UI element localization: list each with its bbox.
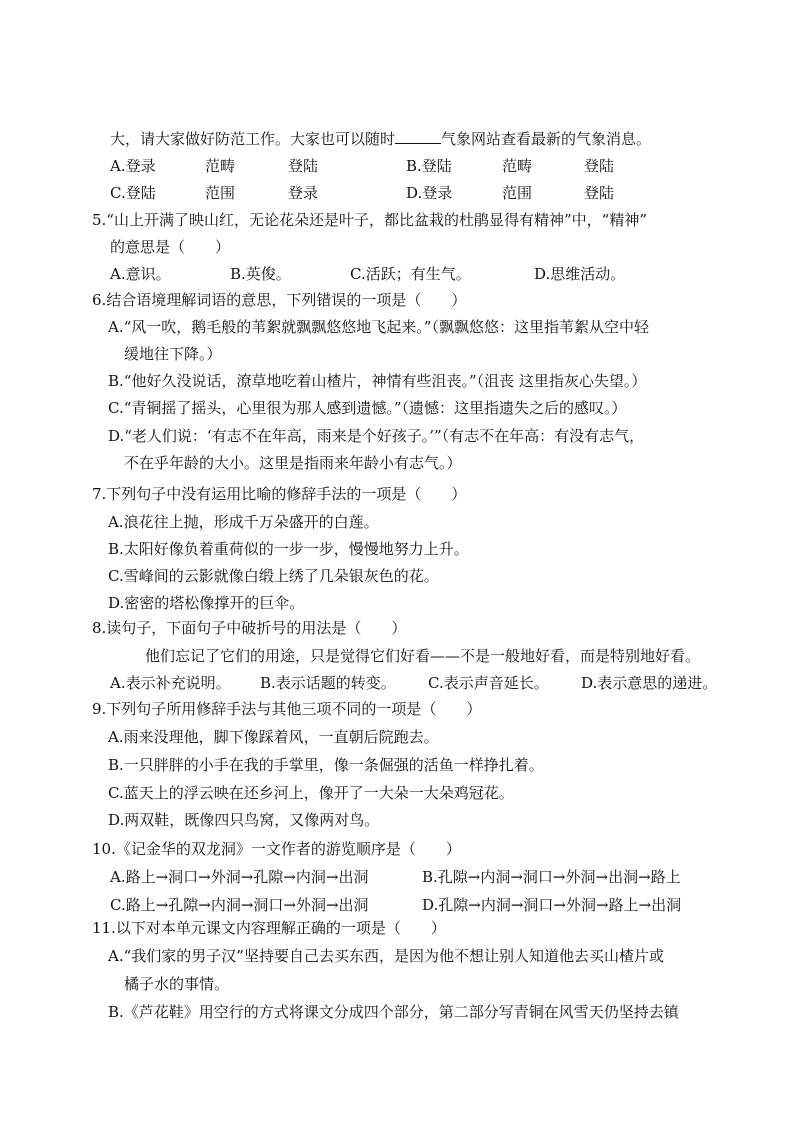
question-7: 7.下列句子中没有运用比喻的修辞手法的一项是（ ） [92, 485, 467, 503]
option[interactable]: B.登陆 [406, 157, 452, 175]
option-d[interactable]: D.“老人们说：‘有志不在年高，雨来是个好孩子。’”（有志不在年高：有没有志气， [108, 427, 645, 445]
option[interactable]: C.登陆 [110, 184, 156, 202]
option-a[interactable]: A.浪花往上抛，形成千万朵盛开的白莲。 [108, 513, 379, 531]
option-word: 登录 [288, 184, 319, 202]
option-word: 范围 [205, 184, 236, 202]
option-a[interactable]: A.“风一吹，鹅毛般的苇絮就飘飘悠悠地飞起来。”（飘飘悠悠：这里指苇絮从空中轻 [108, 318, 649, 336]
option-d[interactable]: D.思维活动。 [534, 265, 626, 283]
option-d[interactable]: D.两双鞋，既像四只鸟窝，又像两对鸟。 [108, 811, 380, 829]
option-d[interactable]: D.表示意思的递进。 [581, 674, 718, 692]
option[interactable]: A.登录 [110, 157, 156, 175]
option-c[interactable]: C.雪峰间的云影就像白缎上绣了几朵银灰色的花。 [108, 567, 439, 585]
option-a[interactable]: A.路上→洞口→外洞→孔隙→内洞→出洞 [110, 868, 369, 886]
question-6: 6.结合语境理解词语的意思，下列错误的一项是（ ） [92, 291, 467, 309]
option-c[interactable]: C.路上→孔隙→内洞→洞口→外洞→出洞 [110, 896, 369, 914]
option-d[interactable]: D.密密的塔松像撑开的巨伞。 [108, 594, 305, 612]
option-a[interactable]: A.意识。 [110, 265, 171, 283]
question-9: 9.下列句子所用修辞手法与其他三项不同的一项是（ ） [92, 700, 482, 718]
answer-blank[interactable] [395, 129, 441, 144]
option-b[interactable]: B.英俊。 [230, 265, 291, 283]
option-a[interactable]: A.表示补充说明。 [110, 674, 231, 692]
question-11: 11.以下对本单元课文内容理解正确的一项是（ ） [92, 919, 446, 937]
option-word: 登陆 [584, 184, 615, 202]
option-word: 登陆 [288, 157, 319, 175]
question-8: 8.读句子，下面句子中破折号的用法是（ ） [92, 619, 407, 637]
option-a[interactable]: A.“我们家的男子汉”坚持要自己去买东西，是因为他不想让别人知道他去买山楂片或 [108, 947, 664, 965]
question-5: 5.“山上开满了映山红，无论花朵还是叶子，都比盆栽的杜鹃显得有精神”中，“精神” [92, 211, 647, 229]
option-a-cont: 缓地往下降。） [124, 345, 222, 363]
option-c[interactable]: C.表示声音延长。 [428, 674, 549, 692]
question-10: 10.《记金华的双龙洞》一文作者的游览顺序是（ ） [92, 840, 461, 858]
option-b[interactable]: B.《芦花鞋》用空行的方式将课文分成四个部分，第二部分写青铜在风雪天仍坚持去镇 [108, 1003, 679, 1021]
q4-continuation: 大，请大家做好防范工作。大家也可以随时 气象网站查看最新的气象消息。 [110, 130, 652, 148]
option-a-cont: 橘子水的事情。 [124, 975, 230, 993]
question-5-cont: 的意思是（ ） [110, 238, 231, 256]
option-b[interactable]: B.“他好久没说话，潦草地吃着山楂片，神情有些沮丧。”（沮丧 这里指灰心失望。） [108, 372, 647, 390]
option-b[interactable]: B.孔隙→内洞→洞口→外洞→出洞→路上 [422, 868, 681, 886]
option-c[interactable]: C.活跃；有生气。 [350, 265, 471, 283]
option[interactable]: D.登录 [406, 184, 453, 202]
option-word: 范畴 [205, 157, 236, 175]
option-word: 范畴 [502, 157, 533, 175]
option-d-cont: 不在乎年龄的大小。这里是指雨来年龄小有志气。） [124, 454, 462, 472]
option-a[interactable]: A.雨来没理他，脚下像踩着风，一直朝后院跑去。 [108, 728, 439, 746]
option-b[interactable]: B.太阳好像负着重荷似的一步一步，慢慢地努力上升。 [108, 540, 469, 558]
option-b[interactable]: B.表示话题的转变。 [260, 674, 396, 692]
option-d[interactable]: D.孔隙→内洞→洞口→外洞→路上→出洞 [422, 896, 682, 914]
option-c[interactable]: C.蓝天上的浮云映在还乡河上，像开了一大朵一大朵鸡冠花。 [108, 784, 514, 802]
option-word: 登陆 [584, 157, 615, 175]
option-word: 范围 [502, 184, 533, 202]
question-8-sentence: 他们忘记了它们的用途，只是觉得它们好看——不是一般地好看，而是特别地好看。 [145, 647, 701, 665]
option-b[interactable]: B.一只胖胖的小手在我的手掌里，像一条倔强的活鱼一样挣扎着。 [108, 756, 544, 774]
option-c[interactable]: C.“青铜摇了摇头，心里很为那人感到遗憾。”（遗憾：这里指遗失之后的感叹。） [108, 399, 627, 417]
